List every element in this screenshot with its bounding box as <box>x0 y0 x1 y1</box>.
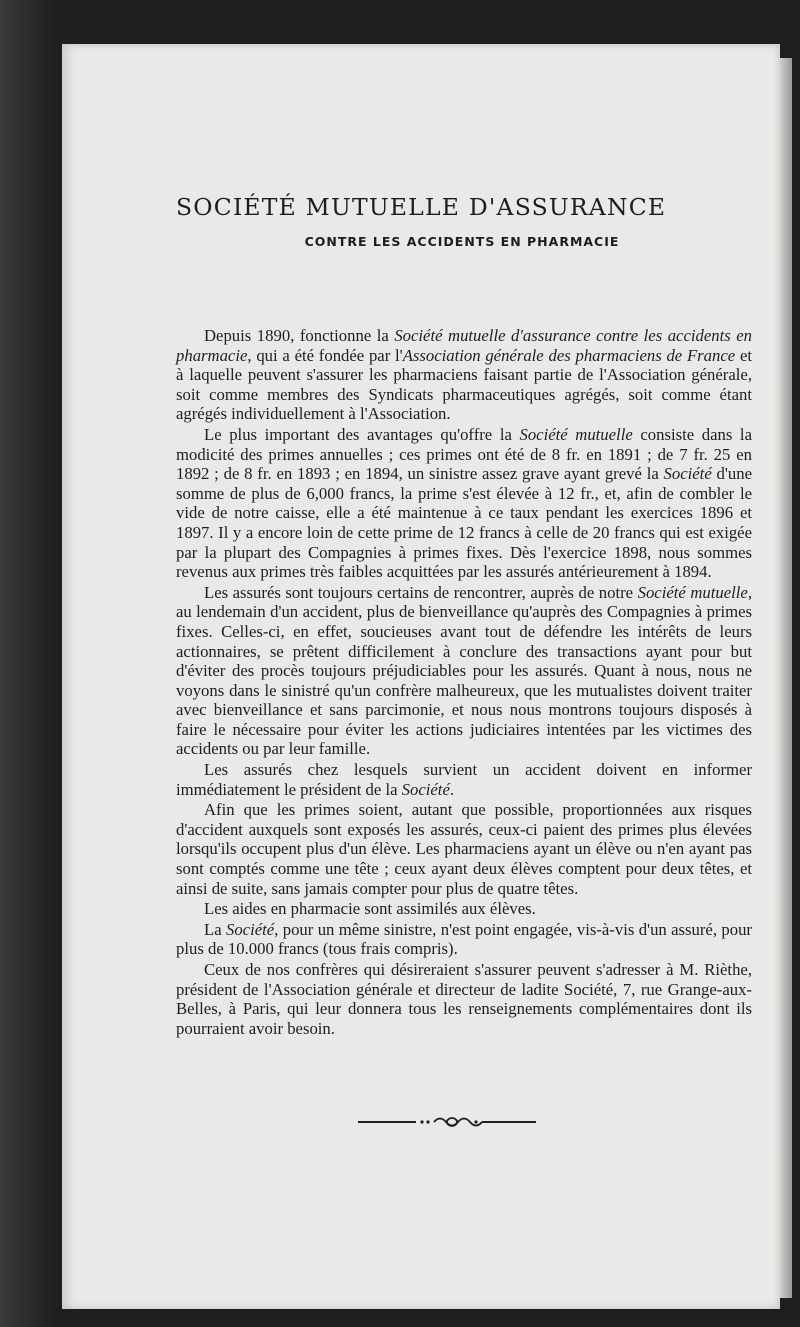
body-text <box>176 326 752 1039</box>
paragraph <box>176 960 752 1038</box>
text-run: Les aides en pharmacie sont assimilés aux élèves. <box>204 899 536 919</box>
document-title: SOCIÉTÉ MUTUELLE D'ASSURANCE <box>176 193 667 221</box>
italic-text: Société <box>225 919 275 939</box>
text-run: , pour un même sinistre, n'est point engagée, vis-à-vis d'un assuré, pour plus de 10.000 francs (tous frais compris). <box>176 919 752 959</box>
italic-text: Société <box>401 779 450 799</box>
text-run: . <box>449 779 455 799</box>
text-run: Le plus important des avantages qu'offre la <box>204 424 520 444</box>
text-run: , au lendemain d'un accident, plus de bienveillance qu'auprès des Compagnies à primes fixes. Celles-ci, en effet, soucieuses avant tout de défendre les intérêts de leurs actionnaires, se prêtent difficilement à conclure des transactions ayant pour but d'éviter des procès toujours préjudiciables pour les assurés. Quant à nous, nous ne voyons dans le sinistré qu'un confrère malheureux, que les mutualistes doivent traiter avec bienveillance et sans parcimonie, et nous nous montrons toujours disposés à faire le nécessaire pour éviter les actions judiciaires intentées par les victimes des accidents ou par leur famille. <box>176 582 752 759</box>
text-run: , qui a été fondée par l' <box>247 345 403 365</box>
text-run: Depuis 1890, fonctionne la <box>204 326 395 345</box>
text-run: d'une somme de plus de 6,000 francs, la prime s'est élevée à 12 fr., et, afin de combler le vide de notre caisse, elle a été maintenue à ce taux pendant les exercices 1896 et 1897. Il y a encore loin de cette prime de 12 francs à celle de 20 francs qui est exigée par la plupart des Compagnies à primes fixes. Dès l'exercice 1898, nous sommes revenus aux primes très faibles acquittées par les assurés antérieurement à 1894. <box>176 464 752 582</box>
paragraph <box>176 425 752 582</box>
text-run: Les assurés sont toujours certains de rencontrer, auprès de notre <box>204 582 638 602</box>
italic-text: Société <box>663 464 712 484</box>
text-run: Les assurés chez lesquels survient un accident doivent en informer immédiatement le président de la <box>176 760 752 799</box>
fleuron-divider-icon <box>358 1112 536 1132</box>
text-run: Ceux de nos confrères qui désireraient s'assurer peuvent s'adresser à M. Rièthe, président de l'Association générale et directeur de ladite Société, 7, rue Grange-aux-Belles, à Paris, qui leur donnera tous les renseignements complémentaires dont ils pourraient avoir besoin. <box>176 960 752 1038</box>
paragraph <box>176 760 752 799</box>
italic-text: Société mutuelle d'assurance contre les accidents en pharmacie <box>176 326 753 365</box>
paragraph <box>176 899 752 919</box>
paragraph <box>176 326 752 424</box>
text-run: Afin que les primes soient, autant que possible, proportionnées aux risques d'accident auxquels sont exposés les assurés, ceux-ci paient des primes plus élevées lorsqu'ils occupent plus d'un élève. Les pharmaciens ayant un élève ou n'en ayant pas sont comptés comme une tête ; ceux ayant deux élèves comptent pour deux têtes, et ainsi de suite, sans jamais compter pour plus de quatre têtes. <box>176 800 752 898</box>
text-run: La <box>204 919 226 939</box>
paragraph <box>176 800 752 898</box>
italic-text: Association générale des pharmaciens de France <box>402 345 736 365</box>
italic-text: Société mutuelle <box>519 424 633 444</box>
paragraph <box>176 920 752 959</box>
document-subtitle: CONTRE LES ACCIDENTS EN PHARMACIE <box>304 234 620 249</box>
text-run: et à laquelle peuvent s'assurer les pharmaciens faisant partie de l'Association générale, soit comme membres des Syndicats pharmaceutiques agrégés, soit comme étant agrégés individuellement à l'Association. <box>176 345 752 424</box>
text-run: consiste dans la modicité des primes annuelles ; ces primes ont été de 8 fr. en 1891 ; de 7 fr. 25 en 1892 ; de 8 fr. en 1893 ; en 1894, un sinistre assez grave ayant grevé la <box>176 424 752 484</box>
italic-text: Société mutuelle <box>637 582 748 602</box>
page-edge <box>780 58 792 1298</box>
paragraph <box>176 583 752 759</box>
